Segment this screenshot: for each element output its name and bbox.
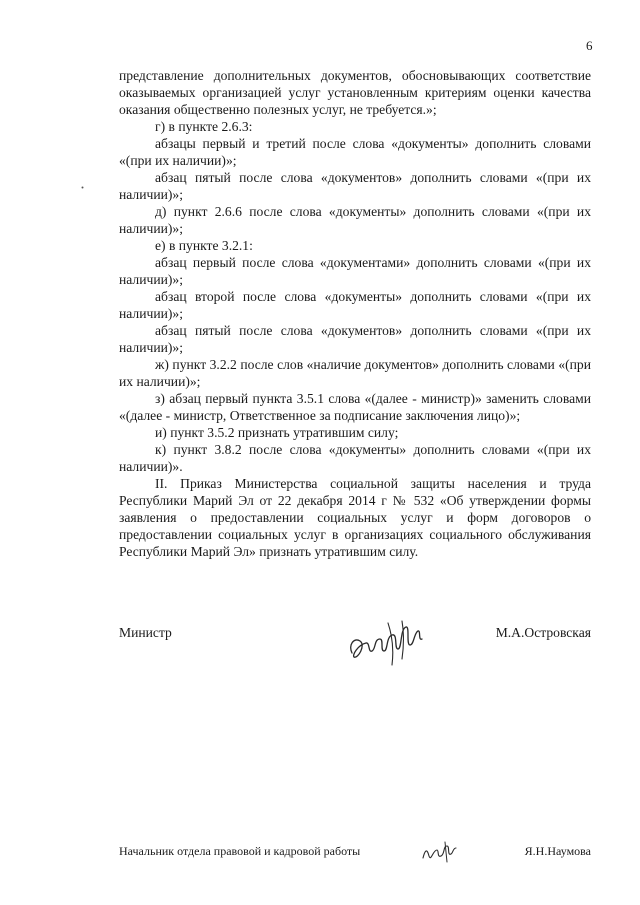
paragraph: и) пункт 3.5.2 признать утратившим силу; [155, 425, 399, 440]
paragraph: абзацы первый и третий после слова «документы» дополнить словами «(при их наличии)»; [119, 136, 591, 168]
page-number: 6 [586, 38, 593, 53]
footer-role: Начальник отдела правовой и кадровой работы [119, 844, 361, 858]
document-body [119, 67, 591, 560]
handwritten-signature [344, 615, 434, 675]
paragraph: абзац второй после слова «документы» дополнить словами «(при их наличии)»; [119, 289, 591, 321]
paragraph: ж) пункт 3.2.2 после слов «наличие документов» дополнить словами «(при их наличии)»; [119, 357, 591, 389]
paragraph: з) абзац первый пункта 3.5.1 слова «(далее - министр)» заменить словами «(далее - министр, Ответственное за подписание заключения лицо)»; [119, 391, 591, 423]
footer-name: Я.Н.Наумова [524, 844, 591, 858]
paragraph: г) в пункте 2.6.3: [155, 119, 253, 134]
footer-approval [119, 838, 591, 868]
paragraph: абзац пятый после слова «документов» дополнить словами «(при их наличии)»; [119, 323, 591, 355]
signature-block [119, 615, 591, 675]
signatory-name: М.А.Островская [495, 625, 591, 640]
scan-speck [81, 176, 84, 179]
paragraph: к) пункт 3.8.2 после слова «документы» дополнить словами «(при их наличии)». [119, 442, 591, 474]
paragraph: д) пункт 2.6.6 после слова «документы» дополнить словами «(при их наличии)»; [119, 204, 591, 236]
initials-signature [419, 838, 459, 864]
paragraph: II. Приказ Министерства социальной защиты населения и труда Республики Марий Эл от 22 декабря 2014 г № 532 «Об утверждении формы заявления о предоставлении социальных услуг и форм договоров о предоставлении социальных услуг в организациях социального обслуживания Республики Марий Эл» признать утратившим силу. [119, 476, 591, 559]
signatory-role: Министр [119, 625, 172, 640]
paragraph: е) в пункте 3.2.1: [155, 238, 253, 253]
paragraph: представление дополнительных документов, обосновывающих соответствие оказываемых организацией услуг установленным критериям оценки качества оказания общественно полезных услуг, не требуется.»; [119, 68, 591, 117]
paragraph: абзац первый после слова «документами» дополнить словами «(при их наличии)»; [119, 255, 591, 287]
paragraph: абзац пятый после слова «документов» дополнить словами «(при их наличии)»; [119, 170, 591, 202]
